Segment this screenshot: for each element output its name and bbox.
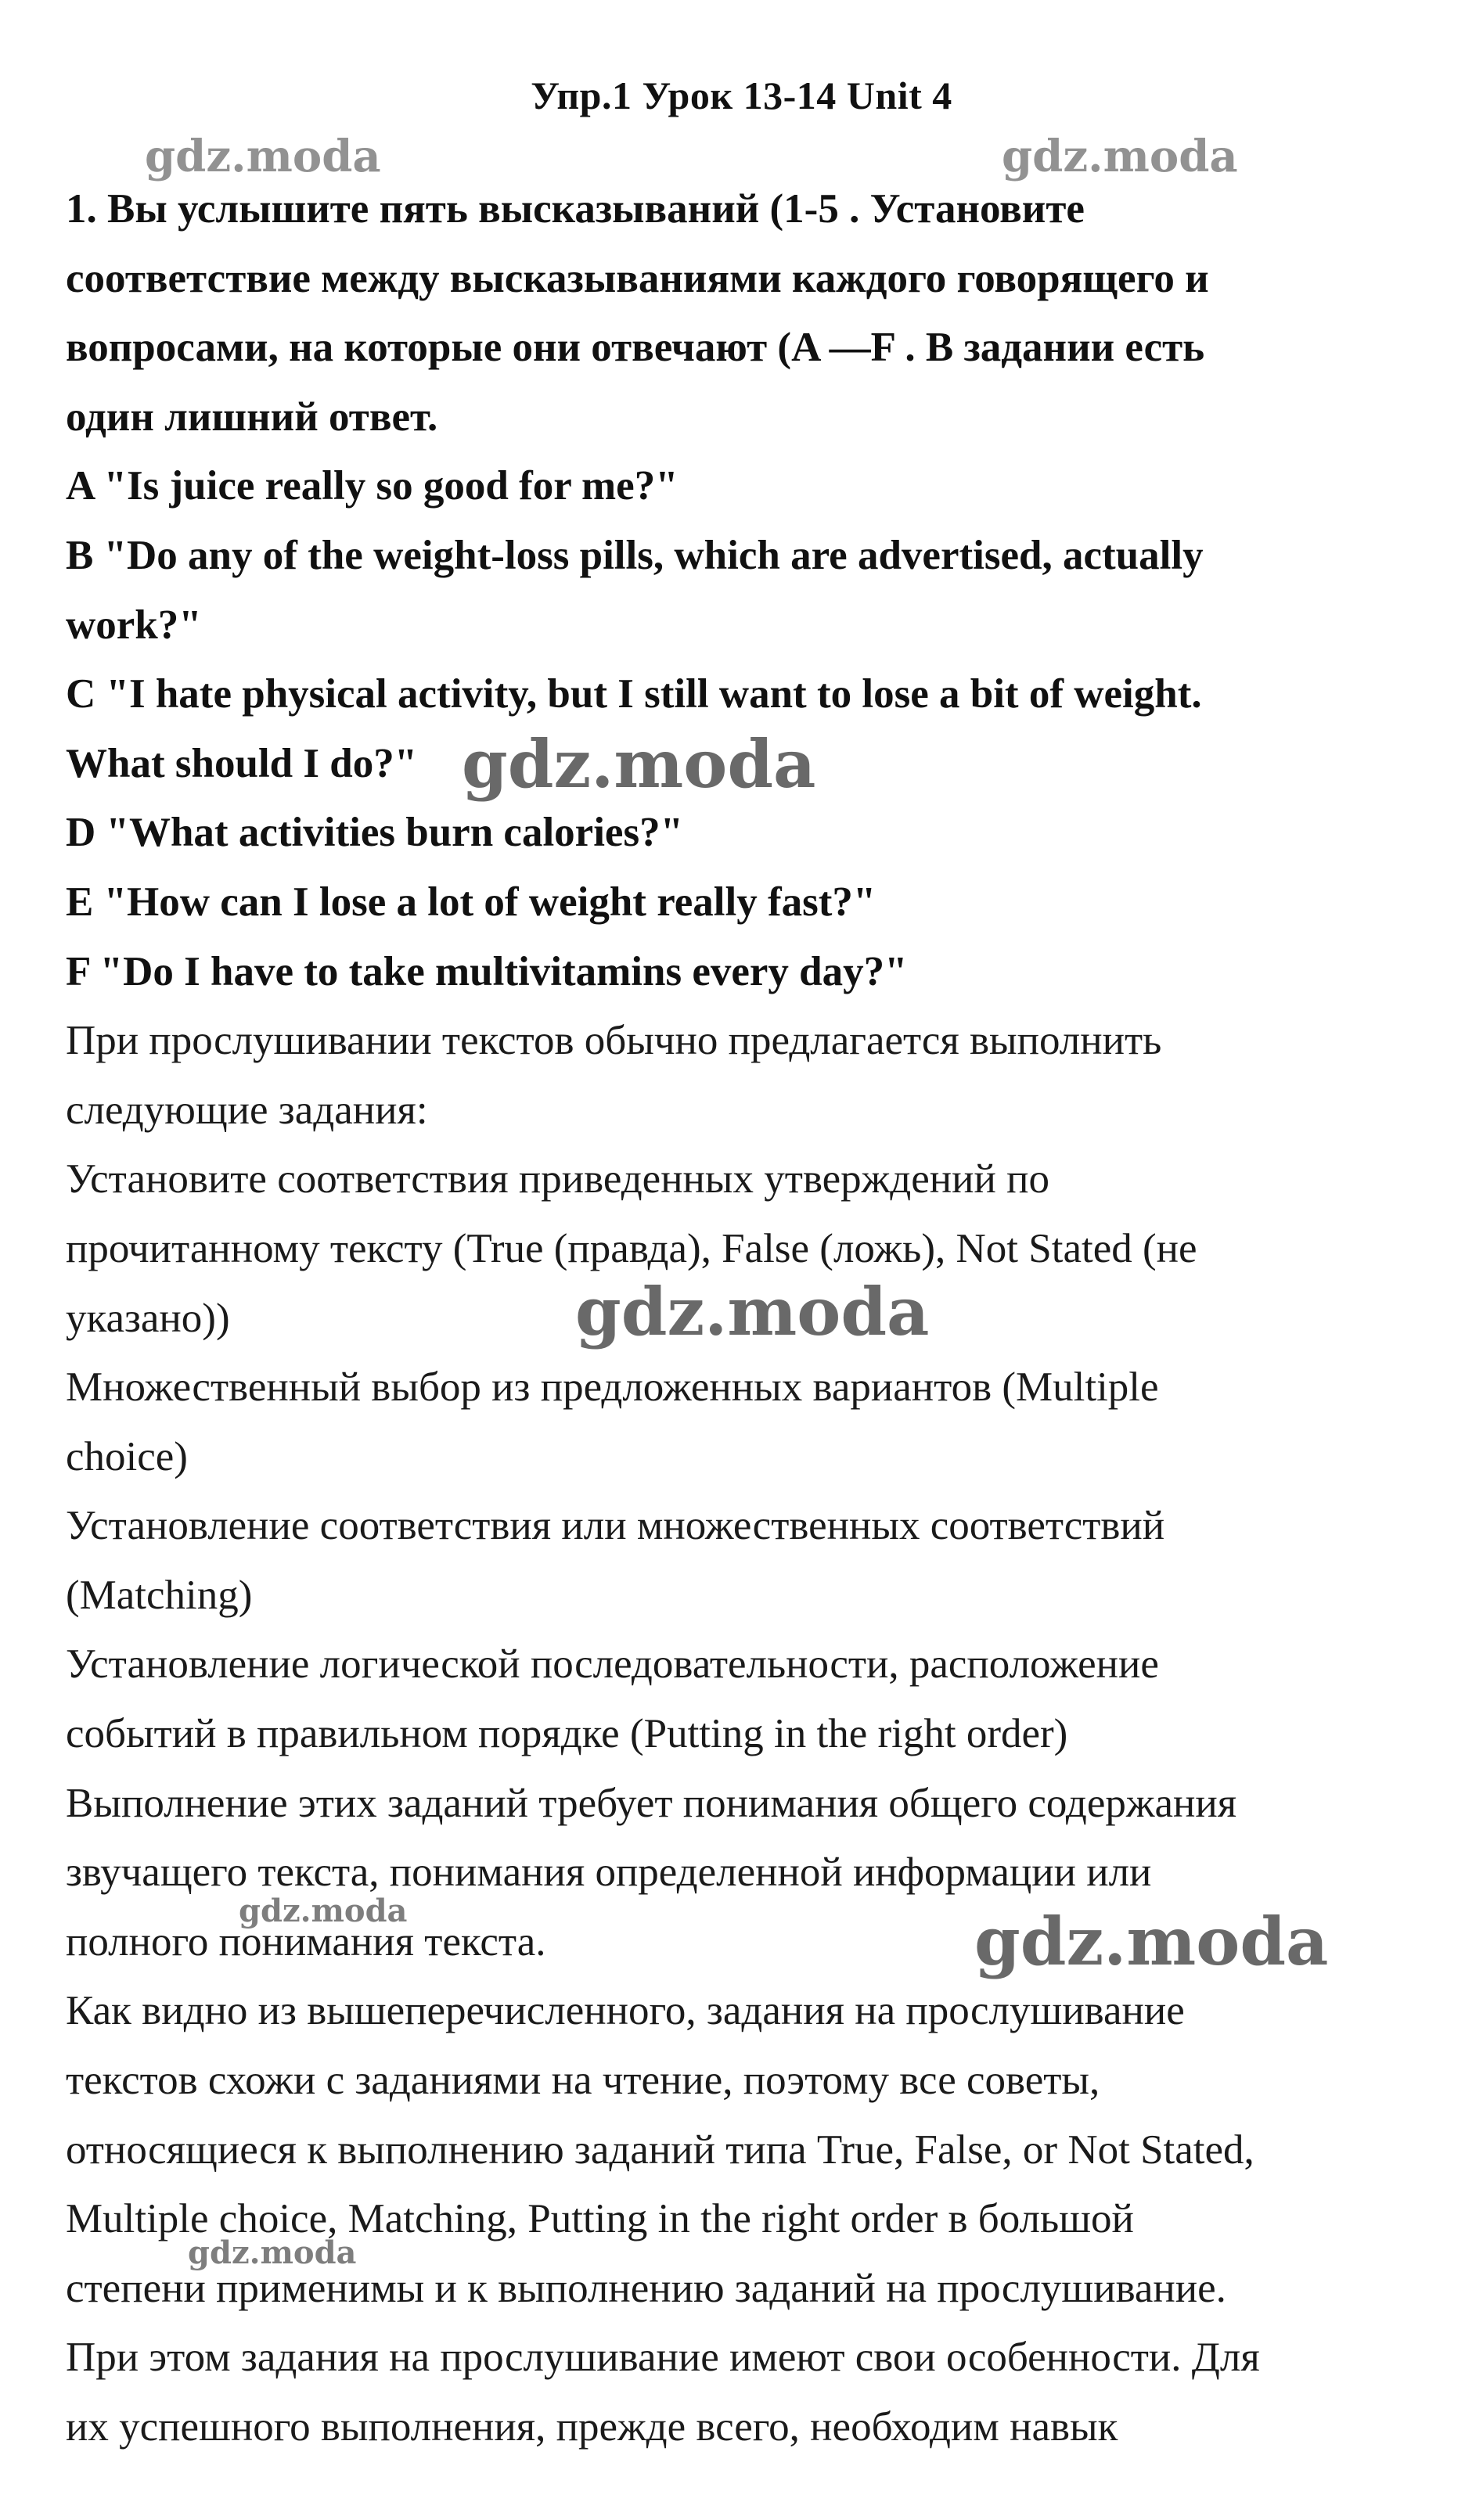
question-e: E "How can I lose a lot of weight really fast?" (66, 879, 876, 925)
body-line: Установление соответствия или множественных соответствий (66, 1503, 1165, 1549)
body-line: (Matching) (66, 1572, 253, 1618)
body-line: Multiple choice, Matching, Putting in the right order в большой (66, 2196, 1134, 2242)
watermark-logo: gdz.moda (145, 131, 381, 182)
body-line: При прослушивании текстов обычно предлагается выполнить (66, 1018, 1162, 1064)
body-line: полного понимания текста. (66, 1918, 546, 1965)
task-line: вопросами, на которые они отвечают (A —F . В задании есть (66, 325, 1205, 371)
body-line: степени применимы и к выполнению заданий на прослушивание. (66, 2265, 1226, 2311)
watermark-logo: gdz.moda (1002, 131, 1238, 182)
question-b: B "Do any of the weight-loss pills, which are advertised, actually (66, 532, 1204, 578)
question-a: A "Is juice really so good for me?" (66, 463, 679, 509)
body-line: текстов схожи с заданиями на чтение, поэтому все советы, (66, 2058, 1100, 2104)
body-line: Выполнение этих заданий требует понимания общего содержания (66, 1780, 1237, 1826)
body-line: При этом задания на прослушивание имеют свои особенности. Для (66, 2335, 1260, 2381)
body-line: Установите соответствия приведенных утверждений по (66, 1156, 1049, 1202)
body-line: событий в правильном порядке (Putting in the right order) (66, 1711, 1068, 1757)
task-line: один лишний ответ. (66, 394, 438, 440)
body-line: прочитанному тексту (True (правда), False (ложь), Not Stated (не (66, 1225, 1197, 1271)
body-line: указано)) (66, 1295, 230, 1341)
task-line: соответствие между высказываниями каждого говорящего и (66, 255, 1209, 301)
watermark-logo: gdz.moda (462, 725, 816, 803)
question-b-cont: work?" (66, 602, 202, 648)
watermark-logo: gdz.moda (974, 1903, 1329, 1980)
task-line: 1. Вы услышите пять высказываний (1-5 . Установите (66, 186, 1085, 232)
body-line: Множественный выбор из предложенных вариантов (Multiple (66, 1364, 1159, 1411)
body-line: следующие задания: (66, 1087, 428, 1133)
page-title: Упр.1 Урок 13-14 Unit 4 (531, 74, 952, 117)
question-d: D "What activities burn calories?" (66, 810, 683, 856)
body-line: Установление логической последовательности, расположение (66, 1641, 1159, 1688)
watermark-logo: gdz.moda (239, 1893, 408, 1929)
watermark-logo: gdz.moda (188, 2234, 357, 2271)
body-line: относящиеся к выполнению заданий типа True, False, or Not Stated, (66, 2126, 1254, 2173)
question-c-cont: What should I do?" (66, 740, 418, 786)
body-line: звучащего текста, понимания определенной информации или (66, 1850, 1152, 1896)
watermark-logo: gdz.moda (575, 1273, 930, 1350)
body-line: choice) (66, 1433, 188, 1479)
question-c: C "I hate physical activity, but I still want to lose a bit of weight. (66, 671, 1202, 717)
body-line: Как видно из вышеперечисленного, задания на прослушивание (66, 1988, 1185, 2034)
question-f: F "Do I have to take multivitamins every day?" (66, 948, 908, 994)
body-line: их успешного выполнения, прежде всего, необходим навык (66, 2404, 1118, 2450)
